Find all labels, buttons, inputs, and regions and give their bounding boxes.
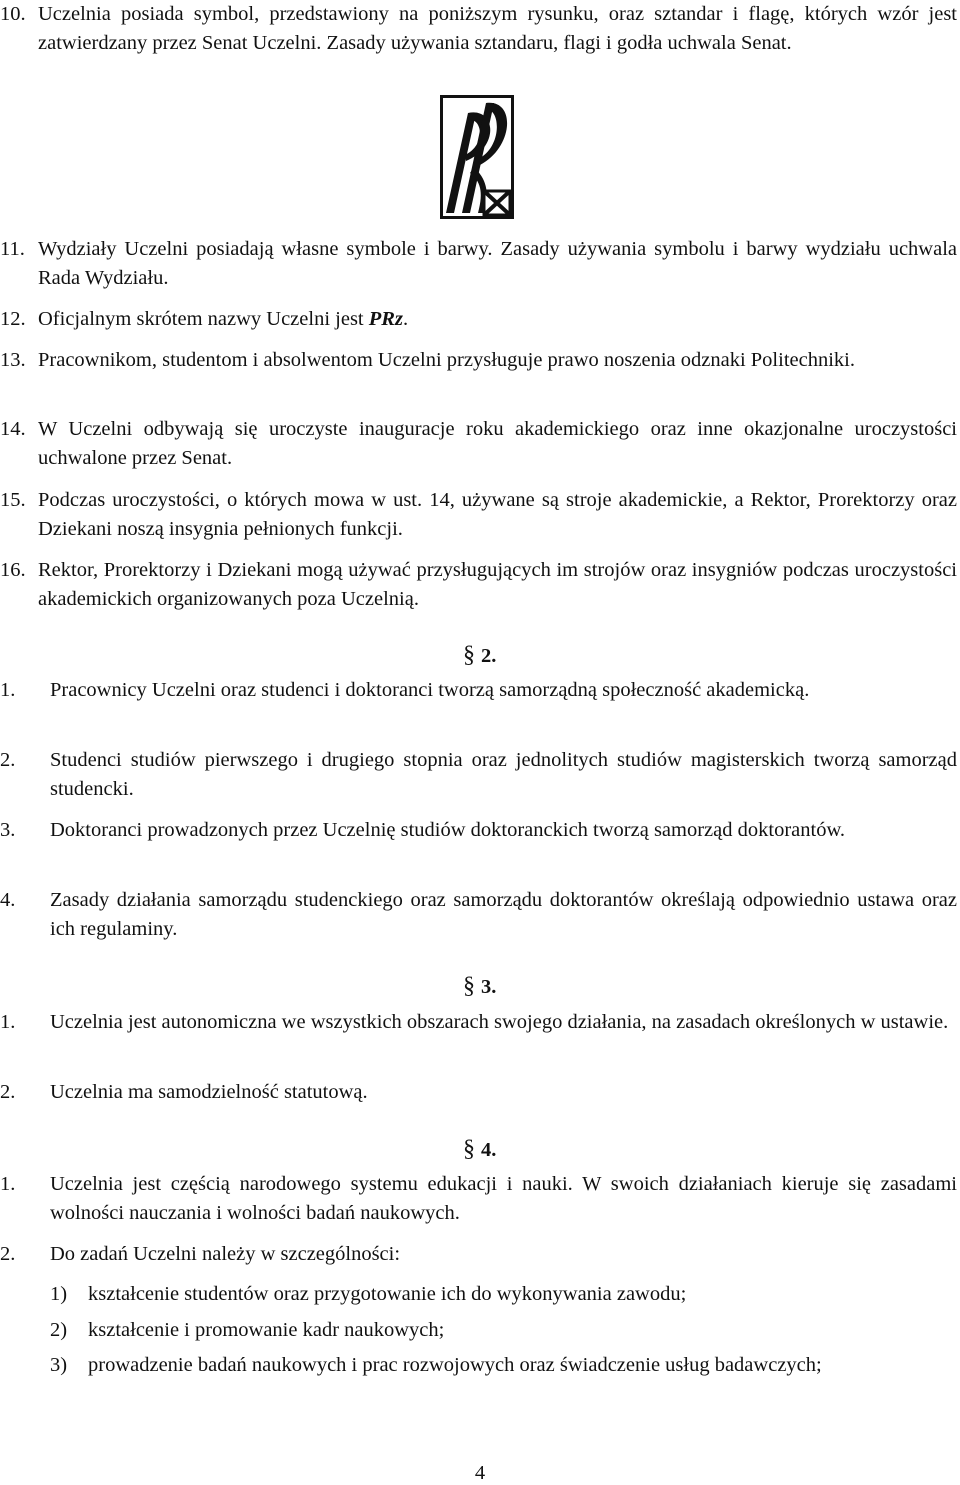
item-text: Do zadań Uczelni należy w szczególności: bbox=[50, 1243, 401, 1265]
subitem-number: 1) bbox=[50, 1283, 68, 1305]
subitem-text: kształcenie studentów oraz przygotowanie ich do wykonywania zawodu; bbox=[88, 1283, 687, 1305]
item-number: 1. bbox=[0, 1011, 16, 1033]
section-4-subitem-1 bbox=[50, 1280, 957, 1309]
item-number: 15. bbox=[0, 489, 26, 511]
item-text: Zasady działania samorządu studenckiego oraz samorządu doktorantów określają odpowiednio ustawa oraz ich regulaminy. bbox=[50, 889, 957, 940]
item-number: 4. bbox=[0, 889, 16, 911]
section-number: 3. bbox=[481, 976, 497, 998]
item-text: Studenci studiów pierwszego i drugiego stopnia oraz jednolitych studiów magisterskich tworzą samorząd studencki. bbox=[50, 749, 957, 800]
item-text: Uczelnia posiada symbol, przedstawiony na poniższym rysunku, oraz sztandar i flagę, których wzór jest zatwierdzany przez Senat Uczelni. Zasady używania sztandaru, flagi i godła uchwala Senat. bbox=[38, 3, 957, 54]
section-2-item-1 bbox=[0, 676, 957, 705]
paragraph-15 bbox=[0, 486, 957, 544]
page-number: 4 bbox=[474, 1462, 486, 1484]
section-heading-4 bbox=[0, 1134, 960, 1165]
section-4-item-1 bbox=[0, 1170, 957, 1228]
paragraph-13 bbox=[0, 346, 957, 375]
paragraph-14 bbox=[0, 415, 957, 473]
section-2-item-2 bbox=[0, 746, 957, 804]
item-number: 3. bbox=[0, 819, 16, 841]
section-symbol: § bbox=[463, 973, 475, 999]
item-text: Podczas uroczystości, o których mowa w ust. 14, używane są stroje akademickie, a Rektor, Prorektorzy oraz Dziekani noszą insygnia pełnionych funkcji. bbox=[38, 489, 957, 540]
section-2-item-4 bbox=[0, 886, 957, 944]
section-symbol: § bbox=[463, 1136, 475, 1162]
section-4-item-2 bbox=[0, 1240, 957, 1269]
section-3-item-2 bbox=[0, 1078, 957, 1107]
item-number: 2. bbox=[0, 1243, 16, 1265]
section-symbol: § bbox=[463, 642, 475, 668]
section-heading-2 bbox=[0, 640, 960, 671]
section-4-subitem-3 bbox=[50, 1351, 957, 1380]
item-number: 1. bbox=[0, 1173, 16, 1195]
item-text: Oficjalnym skrótem nazwy Uczelni jest PRz. bbox=[38, 308, 409, 330]
item-text: Doktoranci prowadzonych przez Uczelnię studiów doktoranckich tworzą samorząd doktorantów. bbox=[50, 819, 846, 841]
item-number: 2. bbox=[0, 749, 16, 771]
paragraph-11 bbox=[0, 235, 957, 293]
item-text: Uczelnia jest autonomiczna we wszystkich obszarach swojego działania, na zasadach określonych w ustawie. bbox=[50, 1011, 949, 1033]
subitem-number: 2) bbox=[50, 1319, 68, 1341]
subitem-text: kształcenie i promowanie kadr naukowych; bbox=[88, 1319, 445, 1341]
item-number: 16. bbox=[0, 559, 26, 581]
abbreviation: PRz bbox=[368, 308, 403, 330]
section-2-item-3 bbox=[0, 816, 957, 845]
section-heading-3 bbox=[0, 971, 960, 1002]
item-number: 1. bbox=[0, 679, 16, 701]
item-text: Wydziały Uczelni posiadają własne symbole i barwy. Zasady używania symbolu i barwy wydziału uchwala Rada Wydziału. bbox=[38, 238, 957, 289]
paragraph-12 bbox=[0, 305, 957, 334]
subitem-number: 3) bbox=[50, 1354, 68, 1376]
item-number: 12. bbox=[0, 308, 26, 330]
section-3-item-1 bbox=[0, 1008, 957, 1037]
item-number: 14. bbox=[0, 418, 26, 440]
item-text: Uczelnia jest częścią narodowego systemu edukacji i nauki. W swoich działaniach kieruje się zasadami wolności nauczania i wolności badań naukowych. bbox=[50, 1173, 957, 1224]
prz-monogram-logo-icon bbox=[440, 95, 514, 219]
section-number: 4. bbox=[481, 1139, 497, 1161]
item-text: W Uczelni odbywają się uroczyste inauguracje roku akademickiego oraz inne okazjonalne uroczystości uchwalone przez Senat. bbox=[38, 418, 957, 469]
subitem-text: prowadzenie badań naukowych i prac rozwojowych oraz świadczenie usług badawczych; bbox=[88, 1354, 822, 1376]
item-number: 10. bbox=[0, 3, 26, 25]
section-4-subitem-2 bbox=[50, 1316, 957, 1345]
paragraph-10 bbox=[0, 0, 957, 58]
item-text: Uczelnia ma samodzielność statutową. bbox=[50, 1081, 368, 1103]
paragraph-16 bbox=[0, 556, 957, 614]
item-text: Pracownikom, studentom i absolwentom Uczelni przysługuje prawo noszenia odznaki Politechniki. bbox=[38, 349, 855, 371]
item-number: 13. bbox=[0, 349, 26, 371]
item-number: 2. bbox=[0, 1081, 16, 1103]
section-number: 2. bbox=[481, 645, 497, 667]
item-text: Pracownicy Uczelni oraz studenci i doktoranci tworzą samorządną społeczność akademicką. bbox=[50, 679, 810, 701]
item-text: Rektor, Prorektorzy i Dziekani mogą używać przysługujących im strojów oraz insygniów podczas uroczystości akademickich organizowanych poza Uczelnią. bbox=[38, 559, 957, 610]
item-number: 11. bbox=[0, 238, 25, 260]
